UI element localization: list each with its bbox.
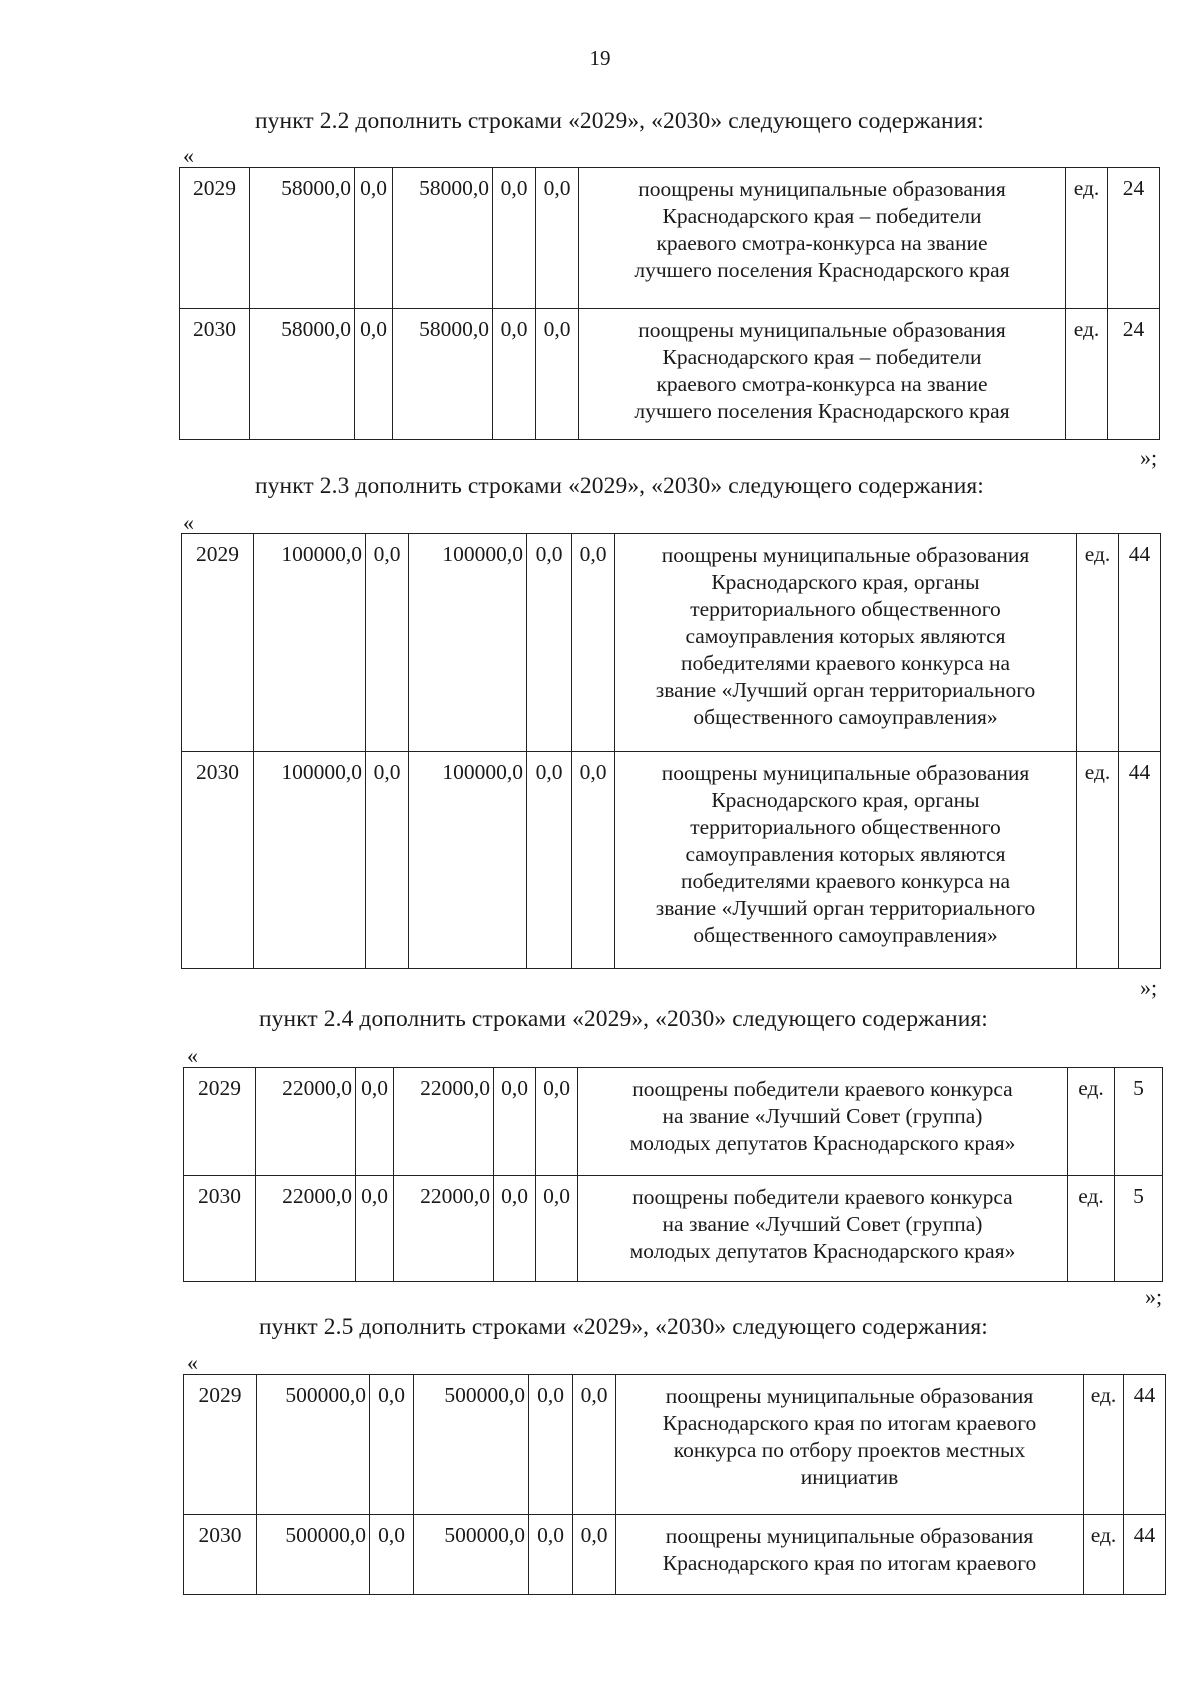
value-cell: 0,0 xyxy=(356,1176,394,1282)
value-cell: 0,0 xyxy=(529,1375,573,1515)
unit-cell: ед. xyxy=(1068,1176,1115,1282)
section-heading-2-4: пункт 2.4 дополнить строками «2029», «2030» следующего содержания: xyxy=(259,1006,988,1032)
value-cell: 58000,0 xyxy=(393,309,493,440)
description-line: самоуправления которых являются xyxy=(685,624,1006,648)
total-cell: 500000,0 xyxy=(257,1515,370,1595)
value-cell: 0,0 xyxy=(527,534,572,752)
value-cell: 0,0 xyxy=(536,168,579,309)
unit-cell: ед. xyxy=(1084,1375,1124,1515)
description-line: Краснодарского края по итогам краевого xyxy=(662,1411,1037,1435)
total-cell: 58000,0 xyxy=(250,309,355,440)
table-row xyxy=(184,1375,1166,1515)
value-cell: 0,0 xyxy=(572,752,615,969)
count-cell: 24 xyxy=(1108,309,1160,440)
section-heading-2-2: пункт 2.2 дополнить строками «2029», «2030» следующего содержания: xyxy=(255,108,984,134)
value-cell: 0,0 xyxy=(355,309,393,440)
description-line: поощрены муниципальные образования xyxy=(638,177,1006,201)
total-cell: 58000,0 xyxy=(250,168,355,309)
table-row xyxy=(184,1068,1163,1176)
description-cell xyxy=(616,1375,1084,1515)
open-quote: « xyxy=(187,1043,198,1068)
description-line: Краснодарского края, органы xyxy=(711,570,980,594)
amendment-table-2-3 xyxy=(181,533,1161,969)
description-line: на звание «Лучший Совет (группа) xyxy=(662,1212,983,1236)
unit-cell: ед. xyxy=(1066,309,1108,440)
description-cell xyxy=(615,534,1077,752)
description-line: краевого смотра-конкурса на звание xyxy=(656,231,988,255)
year-cell: 2030 xyxy=(184,1176,256,1282)
description-line: на звание «Лучший Совет (группа) xyxy=(662,1104,983,1128)
total-cell: 100000,0 xyxy=(254,534,366,752)
value-cell: 500000,0 xyxy=(414,1515,529,1595)
value-cell: 0,0 xyxy=(355,168,393,309)
description-line: Краснодарского края – победители xyxy=(662,204,982,228)
description-line: поощрены муниципальные образования xyxy=(638,318,1006,342)
description-cell xyxy=(578,1176,1068,1282)
description-line: звание «Лучший орган территориального xyxy=(655,678,1036,702)
description-cell xyxy=(615,752,1077,969)
value-cell: 0,0 xyxy=(573,1375,616,1515)
description-line: территориального общественного xyxy=(690,815,1001,839)
description-line: территориального общественного xyxy=(690,597,1001,621)
year-cell: 2029 xyxy=(182,534,254,752)
amendment-table-2-5 xyxy=(183,1374,1166,1595)
year-cell: 2030 xyxy=(182,752,254,969)
description-line: поощрены победители краевого конкурса xyxy=(632,1185,1013,1209)
year-cell: 2029 xyxy=(184,1375,257,1515)
count-cell: 44 xyxy=(1119,534,1161,752)
description-line: молодых депутатов Краснодарского края» xyxy=(629,1131,1016,1155)
total-cell: 22000,0 xyxy=(256,1068,356,1176)
value-cell: 0,0 xyxy=(572,534,615,752)
close-quote: »; xyxy=(1140,975,1158,1000)
description-line: Краснодарского края по итогам краевого xyxy=(662,1551,1037,1575)
description-line: Краснодарского края, органы xyxy=(711,788,980,812)
year-cell: 2030 xyxy=(180,309,250,440)
description-line: поощрены победители краевого конкурса xyxy=(632,1077,1013,1101)
description-line: конкурса по отбору проектов местных xyxy=(673,1438,1026,1462)
amendment-table-2-4 xyxy=(183,1067,1163,1282)
value-cell: 100000,0 xyxy=(409,752,527,969)
section-heading-2-5: пункт 2.5 дополнить строками «2029», «2030» следующего содержания: xyxy=(259,1314,988,1340)
table-row xyxy=(180,168,1160,309)
description-line: инициатив xyxy=(800,1465,899,1489)
value-cell: 500000,0 xyxy=(414,1375,529,1515)
unit-cell: ед. xyxy=(1066,168,1108,309)
count-cell: 5 xyxy=(1115,1176,1163,1282)
value-cell: 0,0 xyxy=(493,168,536,309)
close-quote: »; xyxy=(1140,445,1158,470)
description-line: поощрены муниципальные образования xyxy=(661,543,1030,567)
count-cell: 44 xyxy=(1124,1515,1166,1595)
table-row xyxy=(180,309,1160,440)
table-row xyxy=(184,1176,1163,1282)
value-cell: 0,0 xyxy=(527,752,572,969)
count-cell: 44 xyxy=(1119,752,1161,969)
total-cell: 22000,0 xyxy=(256,1176,356,1282)
total-cell: 100000,0 xyxy=(254,752,366,969)
value-cell: 22000,0 xyxy=(394,1068,494,1176)
open-quote: « xyxy=(183,143,194,168)
description-cell xyxy=(578,1068,1068,1176)
description-line: молодых депутатов Краснодарского края» xyxy=(629,1239,1016,1263)
description-line: звание «Лучший орган территориального xyxy=(655,896,1036,920)
description-line: общественного самоуправления» xyxy=(693,705,998,729)
count-cell: 44 xyxy=(1124,1375,1166,1515)
total-cell: 500000,0 xyxy=(257,1375,370,1515)
description-line: поощрены муниципальные образования xyxy=(665,1524,1034,1548)
amendment-table-2-2 xyxy=(179,167,1160,440)
unit-cell: ед. xyxy=(1084,1515,1124,1595)
value-cell: 0,0 xyxy=(366,534,409,752)
value-cell: 0,0 xyxy=(536,309,579,440)
description-line: победителями краевого конкурса на xyxy=(680,869,1011,893)
close-quote: »; xyxy=(1145,1284,1163,1309)
value-cell: 0,0 xyxy=(494,1068,536,1176)
year-cell: 2029 xyxy=(180,168,250,309)
description-line: самоуправления которых являются xyxy=(685,842,1006,866)
value-cell: 0,0 xyxy=(536,1068,578,1176)
value-cell: 0,0 xyxy=(370,1375,414,1515)
unit-cell: ед. xyxy=(1077,534,1119,752)
description-cell xyxy=(616,1515,1084,1595)
description-line: лучшего поселения Краснодарского края xyxy=(634,258,1010,282)
value-cell: 0,0 xyxy=(573,1515,616,1595)
value-cell: 22000,0 xyxy=(394,1176,494,1282)
unit-cell: ед. xyxy=(1068,1068,1115,1176)
open-quote: « xyxy=(187,1350,198,1375)
description-line: победителями краевого конкурса на xyxy=(680,651,1011,675)
count-cell: 5 xyxy=(1115,1068,1163,1176)
value-cell: 0,0 xyxy=(493,309,536,440)
description-line: поощрены муниципальные образования xyxy=(661,761,1030,785)
open-quote: « xyxy=(183,510,194,535)
value-cell: 0,0 xyxy=(494,1176,536,1282)
description-cell xyxy=(579,168,1066,309)
value-cell: 100000,0 xyxy=(409,534,527,752)
table-row xyxy=(182,752,1161,969)
table-row xyxy=(182,534,1161,752)
description-line: поощрены муниципальные образования xyxy=(665,1384,1034,1408)
year-cell: 2029 xyxy=(184,1068,256,1176)
description-line: общественного самоуправления» xyxy=(693,923,998,947)
year-cell: 2030 xyxy=(184,1515,257,1595)
description-line: краевого смотра-конкурса на звание xyxy=(656,372,988,396)
value-cell: 0,0 xyxy=(366,752,409,969)
section-heading-2-3: пункт 2.3 дополнить строками «2029», «2030» следующего содержания: xyxy=(255,473,984,499)
table-row xyxy=(184,1515,1166,1595)
description-line: лучшего поселения Краснодарского края xyxy=(634,399,1010,423)
unit-cell: ед. xyxy=(1077,752,1119,969)
description-line: Краснодарского края – победители xyxy=(662,345,982,369)
value-cell: 58000,0 xyxy=(393,168,493,309)
description-cell xyxy=(579,309,1066,440)
value-cell: 0,0 xyxy=(529,1515,573,1595)
page-number: 19 xyxy=(589,46,611,70)
value-cell: 0,0 xyxy=(370,1515,414,1595)
value-cell: 0,0 xyxy=(356,1068,394,1176)
value-cell: 0,0 xyxy=(536,1176,578,1282)
count-cell: 24 xyxy=(1108,168,1160,309)
